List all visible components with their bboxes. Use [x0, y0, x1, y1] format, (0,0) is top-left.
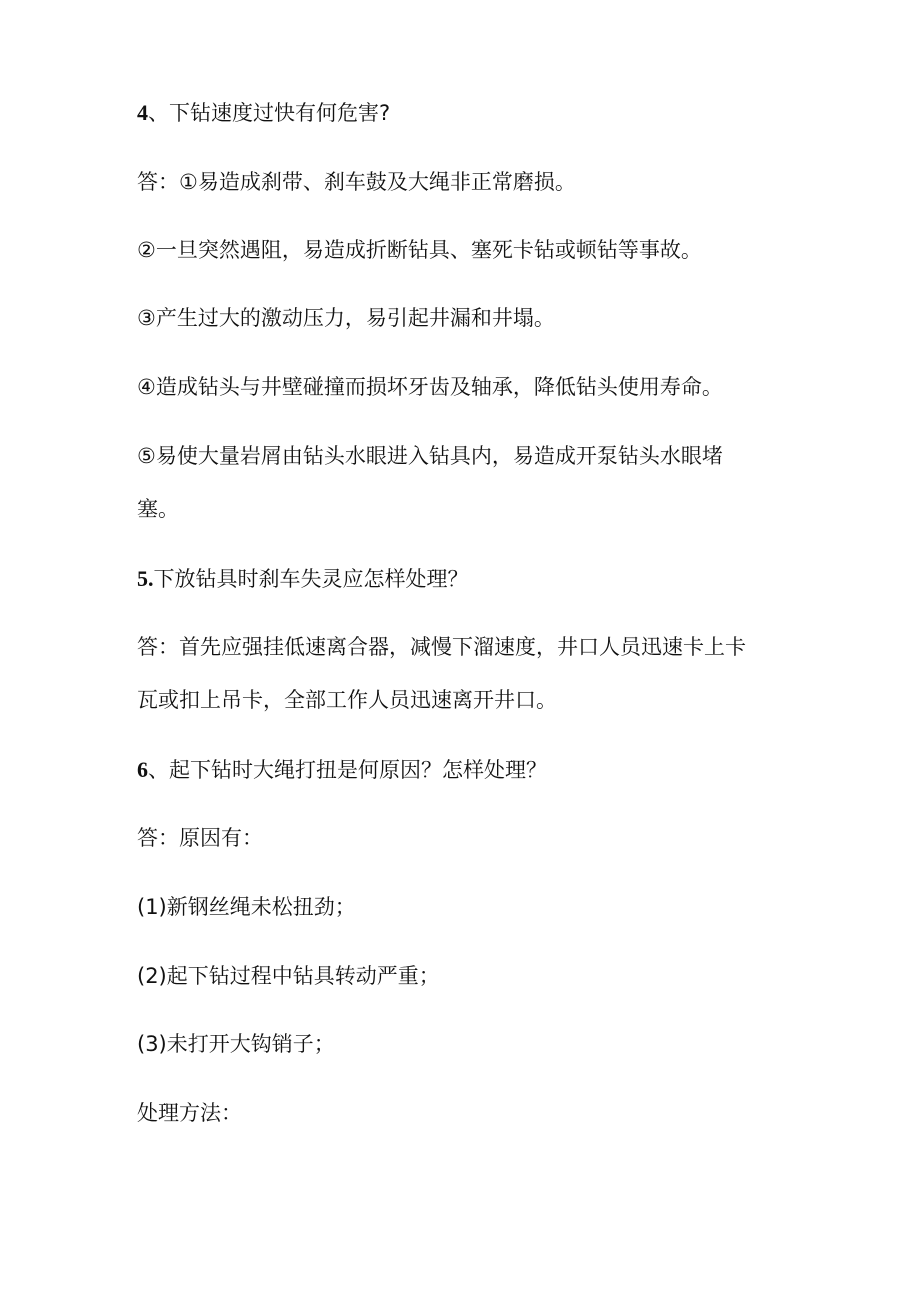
- question-text: 下放钻具时刹车失灵应怎样处理？: [153, 567, 469, 591]
- question-number: 4: [137, 100, 148, 125]
- answer-5-line-1: 答：首先应强挂低速离合器，减慢下溜速度，井口人员迅速卡上卡: [137, 635, 746, 659]
- answer-6-reason-1: (1)新钢丝绳未松扭劲；: [137, 895, 356, 919]
- answer-4-line-5a: ⑤易使大量岩屑由钻头水眼进入钻具内，易造成开泵钻头水眼堵: [137, 444, 723, 468]
- answer-4-line-1: 答：①易造成刹带、刹车鼓及大绳非正常磨损。: [137, 170, 576, 194]
- question-5: [137, 566, 797, 592]
- question-number: 6: [137, 757, 148, 782]
- question-6: [137, 757, 797, 783]
- answer-5-line-2: 瓦或扣上吊卡，全部工作人员迅速离开井口。: [137, 688, 557, 712]
- question-text: 、起下钻时大绳打扭是何原因？怎样处理？: [148, 758, 547, 782]
- answer-6-reason-2: (2)起下钻过程中钻具转动严重；: [137, 964, 440, 988]
- answer-4-line-2: ②一旦突然遇阻，易造成折断钻具、塞死卡钻或顿钻等事故。: [137, 238, 702, 262]
- question-text: 、下钻速度过快有何危害?: [148, 101, 391, 125]
- answer-6-method-label: 处理方法：: [137, 1101, 242, 1125]
- answer-4-line-4: ④造成钻头与井壁碰撞而损坏牙齿及轴承，降低钻头使用寿命。: [137, 375, 723, 399]
- answer-6-reason-3: (3)未打开大钩销子；: [137, 1032, 335, 1056]
- answer-4-line-5b: 塞。: [137, 497, 179, 521]
- answer-6-intro: 答：原因有：: [137, 826, 263, 850]
- question-4: [137, 100, 797, 126]
- question-number: 5.: [137, 566, 154, 591]
- answer-4-line-3: ③产生过大的激动压力，易引起井漏和井塌。: [137, 306, 555, 330]
